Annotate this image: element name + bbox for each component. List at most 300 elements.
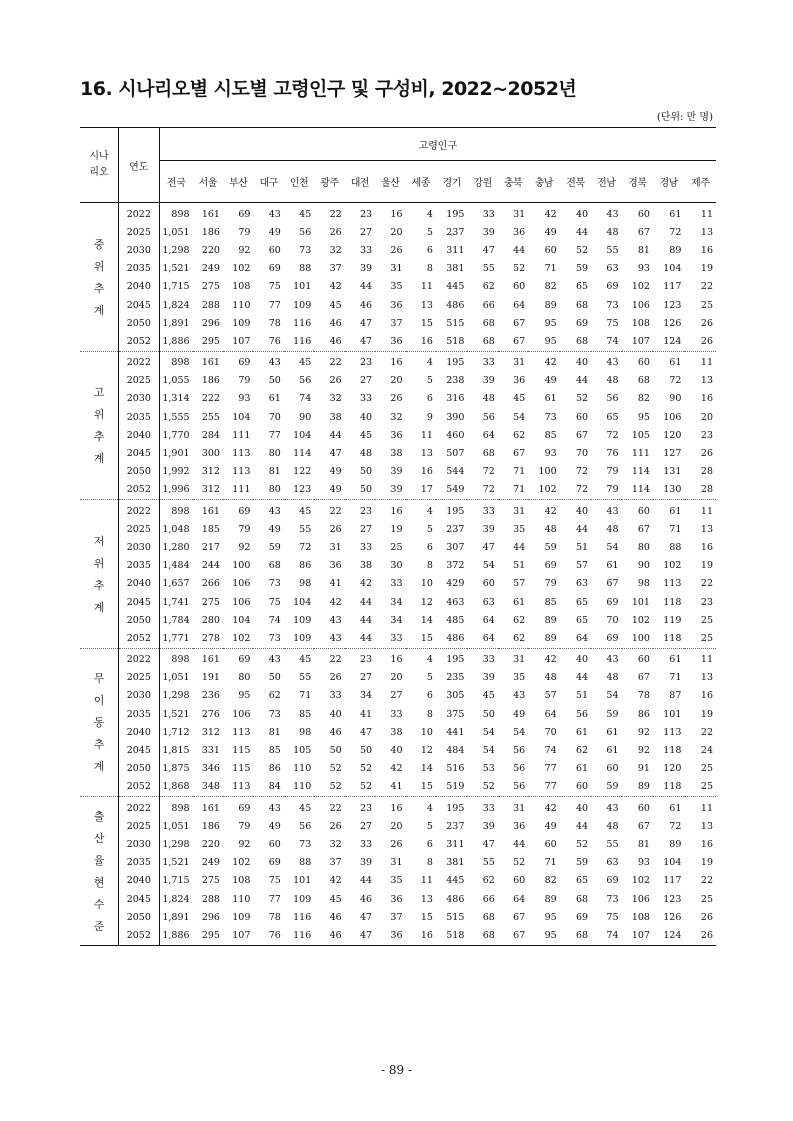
table-row: [80, 260, 716, 278]
value-cell: 93: [238, 393, 251, 405]
value-cell: 113: [663, 726, 682, 738]
value-cell: 45: [299, 654, 312, 666]
value-cell: 1,886: [159, 926, 192, 945]
value-cell: 280: [201, 614, 220, 626]
value-cell: 75: [268, 596, 281, 608]
value-cell: 1,051: [162, 672, 190, 684]
value-cell: 49: [513, 708, 526, 720]
value-cell: 69: [238, 802, 251, 814]
region-header: 인천: [284, 161, 314, 203]
value-cell: 51: [513, 560, 526, 572]
value-cell: 56: [498, 778, 528, 797]
value-cell: 19: [700, 857, 713, 869]
table-row: [80, 426, 716, 444]
value-cell: 118: [663, 596, 682, 608]
value-cell: 88: [299, 263, 312, 275]
value-cell: 93: [637, 857, 650, 869]
value-cell: 77: [544, 763, 557, 775]
value-cell: 1,484: [162, 560, 190, 572]
value-cell: 60: [482, 578, 495, 590]
value-cell: 33: [482, 654, 495, 666]
elderly-population-table: [80, 127, 716, 946]
value-cell: 249: [201, 263, 220, 275]
value-cell: 22: [329, 208, 342, 220]
value-cell: 72: [669, 820, 682, 832]
scenario-label: 저 위 추 계: [80, 500, 119, 649]
value-cell: 44: [513, 838, 526, 850]
value-cell: 42: [329, 281, 342, 293]
value-cell: 6: [426, 393, 433, 405]
value-cell: 60: [637, 802, 650, 814]
value-cell: 195: [446, 505, 465, 517]
value-cell: 52: [513, 857, 526, 869]
value-cell: 47: [329, 448, 342, 460]
value-cell: 69: [268, 263, 281, 275]
value-cell: 32: [390, 411, 403, 423]
value-cell: 119: [663, 614, 682, 626]
value-cell: 50: [360, 466, 373, 478]
value-cell: 26: [329, 375, 342, 387]
value-cell: 16: [700, 690, 713, 702]
value-cell: 195: [446, 654, 465, 666]
value-cell: 118: [653, 629, 684, 648]
value-cell: 20: [390, 375, 403, 387]
value-cell: 115: [232, 745, 251, 757]
value-cell: 25: [684, 778, 716, 797]
value-cell: 46: [360, 893, 373, 905]
value-cell: 42: [329, 596, 342, 608]
value-cell: 110: [284, 778, 314, 797]
value-cell: 43: [314, 629, 344, 648]
value-cell: 55: [606, 838, 619, 850]
value-cell: 11: [700, 208, 713, 220]
value-cell: 81: [637, 838, 650, 850]
value-cell: 54: [482, 745, 495, 757]
value-cell: 69: [544, 560, 557, 572]
value-cell: 102: [232, 263, 251, 275]
year-cell: 2035: [119, 557, 160, 575]
year-cell: 2025: [119, 817, 160, 835]
value-cell: 82: [544, 875, 557, 887]
value-cell: 116: [284, 926, 314, 945]
year-cell: 2022: [119, 648, 160, 669]
value-cell: 66: [482, 893, 495, 905]
value-cell: 71: [669, 672, 682, 684]
value-cell: 113: [232, 466, 251, 478]
value-cell: 1,992: [162, 466, 190, 478]
value-cell: 36: [329, 560, 342, 572]
value-cell: 106: [232, 708, 251, 720]
region-header: 울산: [375, 161, 405, 203]
value-cell: 346: [201, 763, 220, 775]
value-cell: 11: [700, 505, 713, 517]
value-cell: 102: [631, 614, 650, 626]
value-cell: 49: [314, 481, 344, 500]
value-cell: 26: [684, 332, 716, 351]
value-cell: 79: [238, 375, 251, 387]
value-cell: 60: [513, 875, 526, 887]
group-header: 고령인구: [159, 128, 716, 161]
value-cell: 266: [201, 578, 220, 590]
value-cell: 34: [390, 596, 403, 608]
value-cell: 52: [576, 838, 589, 850]
scenario-label: 무 이 동 추 계: [80, 648, 119, 797]
value-cell: 296: [201, 911, 220, 923]
value-cell: 25: [700, 763, 713, 775]
value-cell: 71: [498, 481, 528, 500]
value-cell: 1,280: [162, 541, 190, 553]
value-cell: 47: [360, 726, 373, 738]
value-cell: 1,712: [162, 726, 190, 738]
value-cell: 90: [299, 411, 312, 423]
value-cell: 109: [232, 911, 251, 923]
value-cell: 49: [544, 820, 557, 832]
value-cell: 1,741: [162, 596, 190, 608]
value-cell: 23: [700, 429, 713, 441]
value-cell: 60: [576, 411, 589, 423]
value-cell: 48: [606, 523, 619, 535]
value-cell: 1,815: [162, 745, 190, 757]
value-cell: 20: [700, 411, 713, 423]
table-row: [80, 648, 716, 669]
value-cell: 78: [268, 317, 281, 329]
value-cell: 43: [329, 614, 342, 626]
value-cell: 52: [576, 393, 589, 405]
value-cell: 48: [606, 820, 619, 832]
value-cell: 49: [268, 820, 281, 832]
value-cell: 71: [513, 466, 526, 478]
value-cell: 1,784: [162, 614, 190, 626]
value-cell: 1,048: [162, 523, 190, 535]
value-cell: 191: [201, 672, 220, 684]
year-cell: 2052: [119, 629, 160, 648]
year-cell: 2045: [119, 444, 160, 462]
value-cell: 27: [360, 672, 373, 684]
value-cell: 40: [360, 411, 373, 423]
value-cell: 39: [390, 466, 403, 478]
value-cell: 16: [390, 654, 403, 666]
value-cell: 44: [576, 523, 589, 535]
value-cell: 54: [606, 690, 619, 702]
value-cell: 372: [446, 560, 465, 572]
value-cell: 40: [576, 208, 589, 220]
value-cell: 6: [426, 838, 433, 850]
value-cell: 33: [482, 357, 495, 369]
value-cell: 86: [299, 560, 312, 572]
value-cell: 69: [606, 875, 619, 887]
value-cell: 27: [390, 690, 403, 702]
value-cell: 89: [669, 244, 682, 256]
value-cell: 54: [513, 726, 526, 738]
value-cell: 76: [253, 926, 283, 945]
value-cell: 25: [700, 893, 713, 905]
year-cell: 2040: [119, 278, 160, 296]
value-cell: 33: [375, 629, 405, 648]
value-cell: 84: [253, 778, 283, 797]
value-cell: 39: [360, 857, 373, 869]
value-cell: 186: [201, 375, 220, 387]
value-cell: 12: [420, 596, 433, 608]
table-row: [80, 778, 716, 797]
value-cell: 195: [446, 208, 465, 220]
value-cell: 98: [299, 578, 312, 590]
value-cell: 69: [606, 281, 619, 293]
value-cell: 56: [576, 708, 589, 720]
value-cell: 27: [360, 226, 373, 238]
value-cell: 45: [329, 893, 342, 905]
value-cell: 60: [637, 208, 650, 220]
value-cell: 23: [360, 208, 373, 220]
year-cell: 2025: [119, 223, 160, 241]
value-cell: 39: [482, 375, 495, 387]
table-row: [80, 669, 716, 687]
table-row: [80, 223, 716, 241]
table-row: [80, 372, 716, 390]
value-cell: 1,298: [162, 690, 190, 702]
value-cell: 111: [631, 448, 650, 460]
value-cell: 19: [390, 523, 403, 535]
value-cell: 79: [238, 523, 251, 535]
value-cell: 98: [299, 726, 312, 738]
value-cell: 288: [201, 299, 220, 311]
value-cell: 110: [293, 763, 312, 775]
value-cell: 92: [637, 726, 650, 738]
value-cell: 75: [606, 317, 619, 329]
value-cell: 68: [560, 926, 591, 945]
table-row: [80, 835, 716, 853]
value-cell: 26: [684, 926, 716, 945]
value-cell: 93: [637, 263, 650, 275]
value-cell: 40: [576, 802, 589, 814]
value-cell: 50: [345, 481, 375, 500]
value-cell: 82: [544, 281, 557, 293]
scenario-label: 고 위 추 계: [80, 351, 119, 500]
value-cell: 275: [201, 596, 220, 608]
value-cell: 55: [606, 244, 619, 256]
value-cell: 161: [201, 208, 220, 220]
value-cell: 102: [663, 560, 682, 572]
year-cell: 2035: [119, 854, 160, 872]
value-cell: 71: [299, 690, 312, 702]
value-cell: 16: [700, 541, 713, 553]
value-cell: 98: [637, 578, 650, 590]
value-cell: 61: [606, 726, 619, 738]
value-cell: 48: [544, 672, 557, 684]
value-cell: 42: [360, 578, 373, 590]
value-cell: 381: [446, 857, 465, 869]
value-cell: 108: [232, 281, 251, 293]
table-row: [80, 408, 716, 426]
year-cell: 2030: [119, 390, 160, 408]
value-cell: 22: [329, 802, 342, 814]
value-cell: 109: [293, 893, 312, 905]
value-cell: 61: [268, 393, 281, 405]
table-row: [80, 203, 716, 224]
unit-note: (단위: 만 명): [656, 112, 713, 123]
value-cell: 95: [544, 317, 557, 329]
value-cell: 74: [591, 926, 621, 945]
value-cell: 13: [700, 672, 713, 684]
value-cell: 67: [513, 448, 526, 460]
value-cell: 75: [606, 911, 619, 923]
value-cell: 63: [606, 857, 619, 869]
value-cell: 220: [201, 838, 220, 850]
value-cell: 116: [293, 911, 312, 923]
value-cell: 36: [513, 226, 526, 238]
region-header: 충남: [528, 161, 559, 203]
value-cell: 1,770: [162, 429, 190, 441]
value-cell: 79: [238, 820, 251, 832]
value-cell: 1,891: [162, 317, 190, 329]
page-number: - 89 -: [380, 1063, 412, 1077]
value-cell: 61: [669, 802, 682, 814]
value-cell: 95: [238, 690, 251, 702]
value-cell: 110: [232, 299, 251, 311]
value-cell: 5: [426, 226, 433, 238]
value-cell: 38: [390, 726, 403, 738]
value-cell: 47: [482, 838, 495, 850]
value-cell: 124: [653, 926, 684, 945]
value-cell: 36: [390, 429, 403, 441]
value-cell: 68: [482, 317, 495, 329]
value-cell: 67: [513, 911, 526, 923]
region-header: 부산: [223, 161, 253, 203]
value-cell: 1,715: [162, 875, 190, 887]
value-cell: 69: [606, 596, 619, 608]
value-cell: 16: [390, 802, 403, 814]
value-cell: 16: [700, 244, 713, 256]
value-cell: 1,715: [162, 281, 190, 293]
value-cell: 33: [482, 505, 495, 517]
value-cell: 15: [406, 629, 436, 648]
value-cell: 31: [513, 505, 526, 517]
value-cell: 67: [513, 317, 526, 329]
value-cell: 22: [329, 505, 342, 517]
value-cell: 45: [329, 299, 342, 311]
value-cell: 5: [426, 375, 433, 387]
table-row: [80, 797, 716, 818]
value-cell: 31: [329, 541, 342, 553]
year-cell: 2035: [119, 705, 160, 723]
value-cell: 22: [700, 281, 713, 293]
value-cell: 56: [606, 393, 619, 405]
value-cell: 78: [268, 911, 281, 923]
value-cell: 26: [329, 820, 342, 832]
value-cell: 1,055: [162, 375, 190, 387]
value-cell: 486: [446, 893, 465, 905]
value-cell: 13: [700, 226, 713, 238]
value-cell: 69: [238, 208, 251, 220]
value-cell: 39: [360, 263, 373, 275]
value-cell: 44: [329, 429, 342, 441]
value-cell: 39: [375, 481, 405, 500]
value-cell: 331: [201, 745, 220, 757]
value-cell: 64: [467, 629, 497, 648]
value-cell: 31: [390, 263, 403, 275]
value-cell: 80: [637, 541, 650, 553]
value-cell: 70: [544, 726, 557, 738]
value-cell: 375: [446, 708, 465, 720]
year-cell: 2035: [119, 260, 160, 278]
value-cell: 485: [446, 614, 465, 626]
region-header: 제주: [684, 161, 716, 203]
value-cell: 312: [193, 481, 223, 500]
value-cell: 43: [268, 357, 281, 369]
value-cell: 22: [329, 654, 342, 666]
value-cell: 26: [390, 244, 403, 256]
year-cell: 2022: [119, 797, 160, 818]
value-cell: 114: [622, 481, 653, 500]
scenario-label: 중 위 추 계: [80, 203, 119, 352]
value-cell: 62: [482, 281, 495, 293]
value-cell: 11: [700, 357, 713, 369]
table-row: [80, 538, 716, 556]
value-cell: 79: [238, 226, 251, 238]
value-cell: 42: [544, 505, 557, 517]
value-cell: 35: [390, 281, 403, 293]
value-cell: 11: [700, 802, 713, 814]
value-cell: 1,771: [159, 629, 192, 648]
value-cell: 13: [420, 893, 433, 905]
value-cell: 195: [446, 802, 465, 814]
value-cell: 25: [700, 299, 713, 311]
year-cell: 2022: [119, 351, 160, 372]
value-cell: 67: [637, 523, 650, 535]
value-cell: 5: [426, 523, 433, 535]
table-row: [80, 817, 716, 835]
value-cell: 107: [622, 926, 653, 945]
value-cell: 33: [329, 690, 342, 702]
value-cell: 515: [446, 317, 465, 329]
value-cell: 85: [268, 745, 281, 757]
value-cell: 1,298: [162, 244, 190, 256]
value-cell: 73: [606, 893, 619, 905]
value-cell: 27: [360, 375, 373, 387]
value-cell: 88: [299, 857, 312, 869]
value-cell: 120: [663, 763, 682, 775]
value-cell: 48: [482, 393, 495, 405]
value-cell: 445: [446, 281, 465, 293]
value-cell: 69: [238, 357, 251, 369]
value-cell: 22: [700, 726, 713, 738]
value-cell: 275: [201, 875, 220, 887]
value-cell: 23: [360, 505, 373, 517]
value-cell: 36: [375, 926, 405, 945]
value-cell: 65: [576, 281, 589, 293]
value-cell: 122: [293, 466, 312, 478]
value-cell: 237: [446, 820, 465, 832]
value-cell: 23: [360, 654, 373, 666]
value-cell: 71: [544, 857, 557, 869]
year-cell: 2030: [119, 538, 160, 556]
value-cell: 61: [544, 393, 557, 405]
value-cell: 88: [669, 541, 682, 553]
value-cell: 44: [360, 614, 373, 626]
scenario-header: 시나리오: [80, 128, 119, 203]
value-cell: 89: [544, 614, 557, 626]
value-cell: 45: [299, 505, 312, 517]
value-cell: 118: [663, 745, 682, 757]
value-cell: 59: [544, 541, 557, 553]
value-cell: 460: [446, 429, 465, 441]
value-cell: 44: [345, 629, 375, 648]
value-cell: 123: [663, 299, 682, 311]
year-cell: 2040: [119, 426, 160, 444]
value-cell: 50: [360, 745, 373, 757]
value-cell: 100: [538, 466, 557, 478]
value-cell: 52: [513, 263, 526, 275]
value-cell: 104: [232, 411, 251, 423]
